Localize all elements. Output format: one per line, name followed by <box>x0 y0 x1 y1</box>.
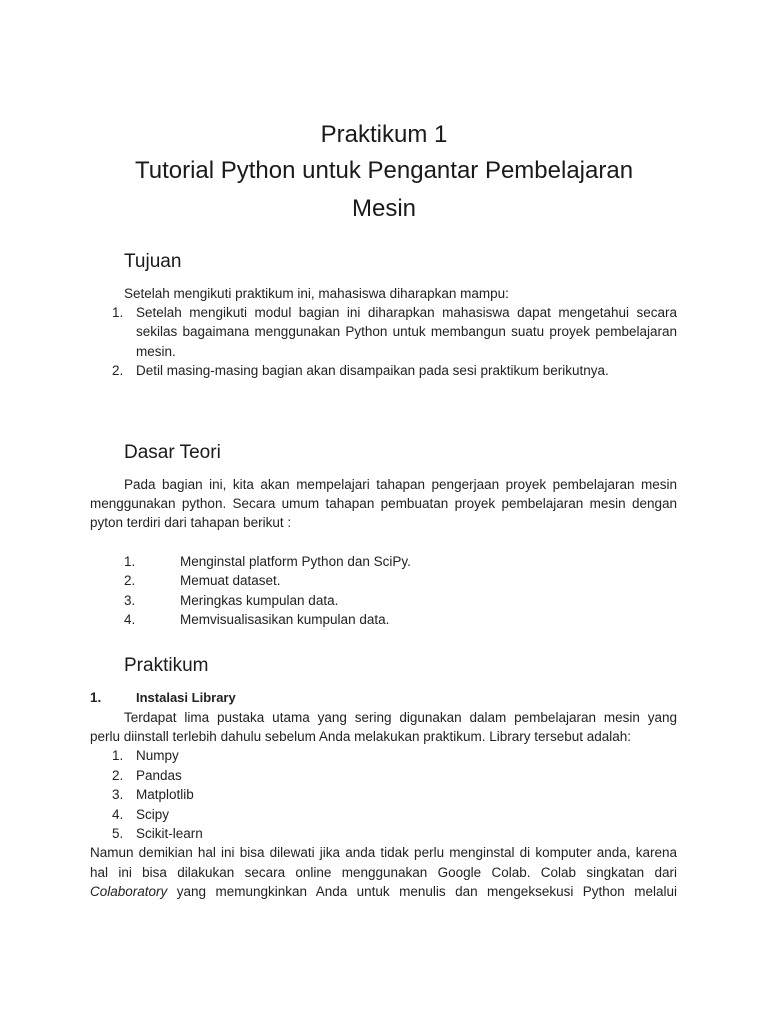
praktikum-para-line-2: perlu diinstall terlebih dahulu sebelum Anda melakukan praktikum. Library tersebut adalah: <box>90 729 632 744</box>
section-heading-praktikum: Praktikum <box>124 655 209 676</box>
step-text: Memvisualisasikan kumpulan data. <box>180 612 390 627</box>
colaboratory-term: Colaboratory <box>90 884 168 899</box>
tujuan-item-2-line-1: Detil masing-masing bagian akan disampaikan pada sesi praktikum berikutnya. <box>136 363 609 378</box>
tujuan-item-number: 1. <box>112 305 124 320</box>
library-number: 4. <box>112 807 124 822</box>
library-name: Scikit-learn <box>136 826 203 841</box>
section-heading-tujuan: Tujuan <box>124 251 182 272</box>
step-text: Menginstal platform Python dan SciPy. <box>180 554 411 569</box>
step-text: Memuat dataset. <box>180 573 281 588</box>
library-name: Scipy <box>136 807 170 822</box>
step-text: Meringkas kumpulan data. <box>180 593 339 608</box>
closing-para-line-2: hal ini bisa dilakukan secara online menggunakan Google Colab. Colab singkatan dari <box>90 865 677 880</box>
library-number: 3. <box>112 787 124 802</box>
step-number: 2. <box>124 573 136 588</box>
dasar-teori-para-line-2: menggunakan python. Secara umum tahapan pembuatan proyek pembelajaran mesin dengan <box>90 496 677 511</box>
closing-para-line-3 <box>90 885 677 899</box>
document-title-line-1: Praktikum 1 <box>320 121 448 148</box>
step-number: 4. <box>124 612 136 627</box>
library-name: Numpy <box>136 748 179 763</box>
tujuan-item-number: 2. <box>112 363 124 378</box>
dasar-teori-para-line-3: pyton terdiri dari tahapan berikut : <box>90 515 292 530</box>
tujuan-item-1-line-2: sekilas bagaimana menggunakan Python untuk membangun suatu proyek pembelajaran <box>136 324 677 339</box>
tujuan-intro: Setelah mengikuti praktikum ini, mahasiswa diharapkan mampu: <box>124 286 509 301</box>
step-number: 3. <box>124 593 136 608</box>
library-name: Matplotlib <box>136 787 194 802</box>
section-heading-dasar-teori: Dasar Teori <box>124 442 221 463</box>
library-number: 1. <box>112 748 124 763</box>
library-number: 5. <box>112 826 124 841</box>
subsection-number: 1. <box>90 690 102 705</box>
praktikum-para-line-1: Terdapat lima pustaka utama yang sering digunakan dalam pembelajaran mesin yang <box>124 710 677 725</box>
library-name: Pandas <box>136 768 182 783</box>
closing-para-line-1: Namun demikian hal ini bisa dilewati jika anda tidak perlu menginstal di komputer anda, karena <box>90 845 677 860</box>
document-title-line-3: Mesin <box>351 195 417 222</box>
closing-para-line-3-rest: yang memungkinkan Anda untuk menulis dan mengeksekusi Python melalui <box>167 884 678 899</box>
tujuan-item-1-line-1: Setelah mengikuti modul bagian ini diharapkan mahasiswa dapat mengetahui secara <box>136 305 677 320</box>
dasar-teori-para-line-1: Pada bagian ini, kita akan mempelajari tahapan pengerjaan proyek pembelajaran mesin <box>124 477 677 492</box>
library-number: 2. <box>112 768 124 783</box>
step-number: 1. <box>124 554 136 569</box>
document-title-line-2: Tutorial Python untuk Pengantar Pembelajaran <box>134 157 634 184</box>
tujuan-item-1-line-3: mesin. <box>136 344 176 359</box>
subsection-title: Instalasi Library <box>136 690 236 705</box>
